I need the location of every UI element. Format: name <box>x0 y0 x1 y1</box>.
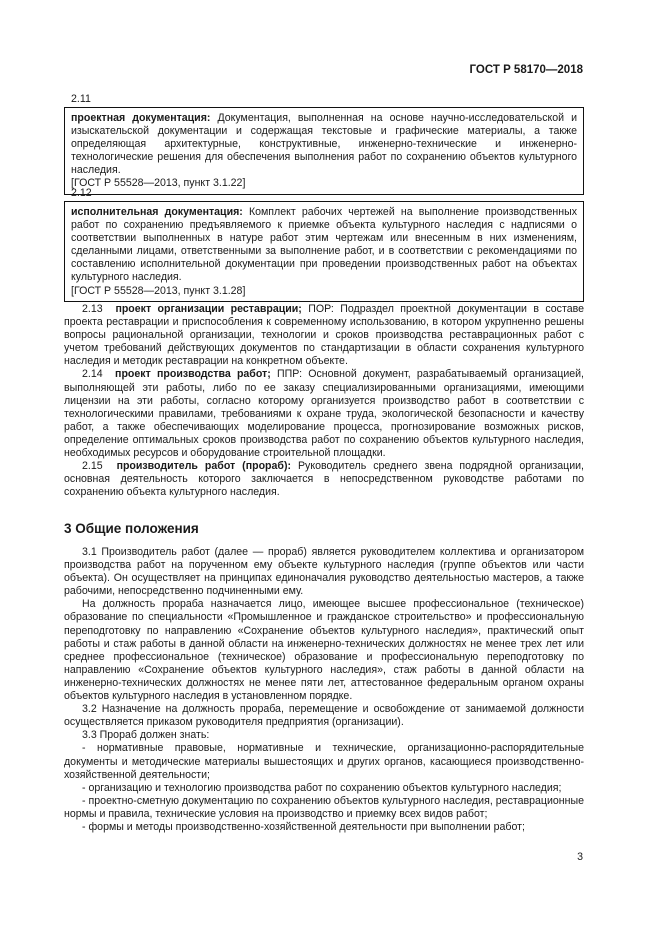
paragraph-3-1-b: На должность прораба назначается лицо, имеющее высшее профессиональное (техническое) образование по специальности «Промышленное и гражданское строительство» и профессиональную переподготовку по направлению «Сохранение объектов культурного наследия», практический опыт работы и стаж работы в данной области на инженерно-технических должностях не менее трех лет или среднее профессиональное (техническое) образование и профессиональную переподготовку по направлению «Сохранение объектов культурного наследия», стаж работы в данной области на инженерно-технических должностях не менее пяти лет, аттестованное федеральным органом охраны объектов культурного наследия в установленном порядке. <box>64 598 584 703</box>
term-source-2-12: [ГОСТ Р 55528—2013, пункт 3.1.28] <box>71 284 246 297</box>
terms-continued <box>64 303 584 499</box>
list-item: - организацию и технологию производства работ по сохранению объектов культурного наследия; <box>82 781 562 794</box>
term-2-14: 2.14 проект производства работ; ППР: Основной документ, разрабатываемый организацией, выполняющей эти работы, либо по ее заказу специализированными организациями, имеющими лицензии на эти работы, согласно которому организуется производство работ в соответствии с технологическими правилами, требованиями к охране труда, экологической безопасности и качеству работ, а также обеспечивающих моделирование процесса, прогнозирование возможных рисков, определение оптимальных сроков производства работ по сохранению объектов культурного наследия, необходимых ресурсов и оборудование строительной площадки. <box>64 368 584 460</box>
term-name: проектная документация: <box>71 112 211 124</box>
term-2-15: 2.15 производитель работ (прораб): Руководитель среднего звена подрядной организации, основная деятельность которого заключается в непосредственном руководстве работами по сохранению объекта культурного наследия. <box>64 460 584 499</box>
paragraph-3-3: 3.3 Прораб должен знать: <box>82 729 210 742</box>
term-definition-2-12 <box>71 206 577 285</box>
term-name: исполнительная документация: <box>71 206 243 218</box>
term-text: Комплект рабочих чертежей на выполнение производственных работ по сохранению предъявляемого к приемке объекта культурного наследия с надписями о соответствии выполненных в натуре работ этим чертежам или внесенным в них изменениям, сделанными лицами, ответственными за выполнение работ, и в соответствии с рекомендациями по составлению исполнительной документации при проведении производственных работ на объектах культурного наследия. <box>71 206 577 284</box>
term-number-2-12: 2.12 <box>71 187 92 199</box>
paragraph-3-2: 3.2 Назначение на должность прораба, перемещение и освобождение от занимаемой должности осуществляется приказом руководителя предприятия (организации). <box>64 703 584 729</box>
term-box-2-11 <box>64 107 584 195</box>
term-number-2-11: 2.11 <box>71 93 91 105</box>
document-header-title: ГОСТ Р 58170—2018 <box>469 64 583 76</box>
term-definition-2-11 <box>71 112 577 177</box>
term-box-2-12 <box>64 201 584 302</box>
term-source-2-11: [ГОСТ Р 55528—2013, пункт 3.1.22] <box>71 177 246 190</box>
list-item: - нормативные правовые, нормативные и технические, организационно-распорядительные документы и методические материалы вышестоящих и других органов, касающиеся производственно-хозяйственной деятельности; <box>64 742 584 781</box>
page-number: 3 <box>577 851 583 863</box>
term-text: Документация, выполненная на основе научно-исследовательской и изыскательской документации и содержащая текстовые и графические материалы, а также определяющая архитектурные, конструктивные, инженерно-технические и инженерно-технологические решения для обеспечения выполнения работ по сохранению объектов культурного наследия. <box>71 112 577 177</box>
section-3-title: 3 Общие положения <box>64 521 199 536</box>
list-item: - формы и методы производственно-хозяйственной деятельности при выполнении работ; <box>82 820 525 833</box>
paragraph-3-1: 3.1 Производитель работ (далее — прораб) является руководителем коллектива и организатором производства работ на порученном ему объекте культурного наследия (группе объектов или части объекта). Он осуществляет на принципах единоначалия руководство деятельностью мастеров, а также рабочими, непосредственно подчиненными ему. <box>64 546 584 598</box>
section-3-body <box>64 546 584 834</box>
list-item: - проектно-сметную документацию по сохранению объектов культурного наследия, реставрационные нормы и правила, технические условия на производство и приемку всех видов работ; <box>64 794 584 820</box>
term-2-13: 2.13 проект организации реставрации; ПОР: Подраздел проектной документации в составе проекта реставрации и приспособления к современному использованию, в котором укрупненно решены вопросы рациональной организации, технологии и сроков производства реставрационных работ с учетом требований действующих документов по стандартизации в области сохранения культурного наследия и методик реставрации на конкретном объекте. <box>64 303 584 368</box>
